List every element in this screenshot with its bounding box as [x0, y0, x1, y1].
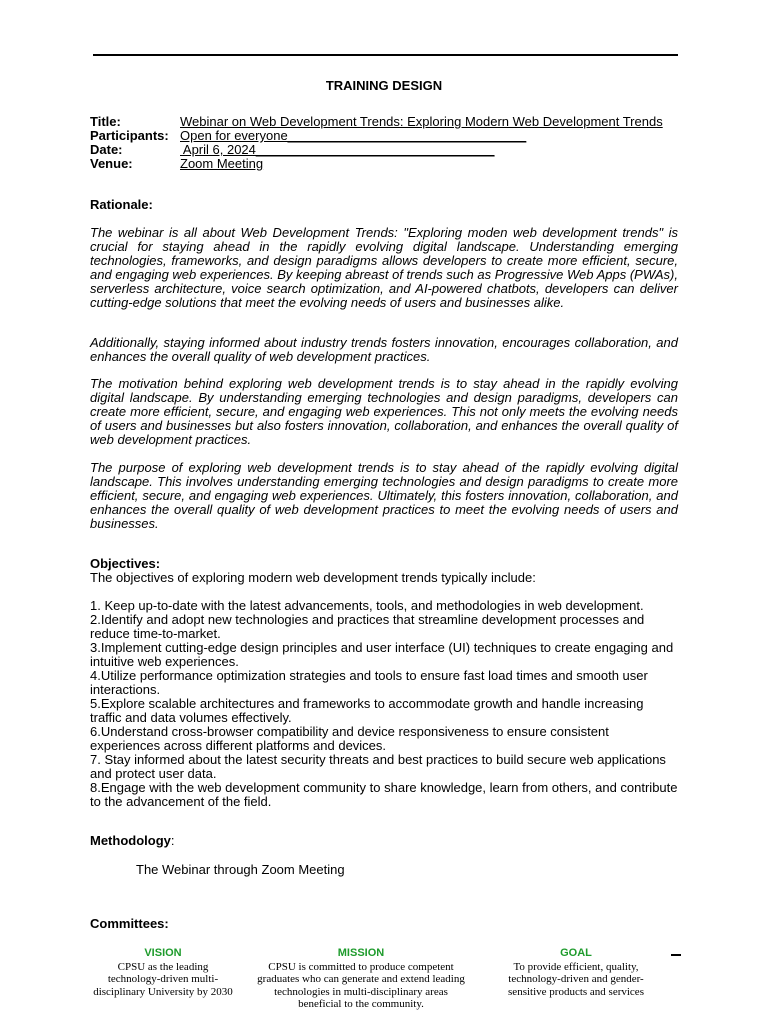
rationale-heading [90, 198, 678, 212]
goal-title: GOAL [560, 947, 592, 959]
section-heading: Committees: [90, 916, 169, 931]
methodology-heading [90, 834, 678, 848]
rationale-paragraph-3 [90, 377, 678, 447]
vision-text: CPSU as the leading technology-driven multi-disciplinary University by 2030 [93, 960, 233, 998]
mission-title: MISSION [337, 947, 385, 959]
objective-item: 2.Identify and adopt new technologies and practices that streamline development processes and reduce time-to-market. [90, 612, 645, 641]
objectives-section [90, 557, 678, 809]
rationale-paragraph-1 [90, 226, 678, 310]
objective-item: 7. Stay informed about the latest security threats and best practices to build secure web applications and protect user data. [90, 752, 666, 781]
footer [90, 947, 678, 1017]
goal-text: To provide efficient, quality, technology-driven and gender-sensitive products and services [508, 960, 644, 998]
meta-label: Title: [90, 114, 121, 129]
top-rule [93, 54, 678, 56]
meta-row-participants [90, 129, 678, 143]
methodology-colon: : [170, 833, 175, 848]
section-heading: Rationale: [90, 197, 153, 212]
footer-dash [671, 954, 681, 956]
vision-title: VISION [144, 947, 182, 959]
objective-item: 6.Understand cross-browser compatibility and device responsiveness to ensure consistent experiences across different platforms and devices. [90, 724, 609, 753]
document-title: TRAINING DESIGN [325, 78, 443, 93]
objective-item: 8.Engage with the web development community to share knowledge, learn from others, and contribute to the advancement of the field. [90, 780, 678, 809]
rationale-paragraph-2 [90, 336, 678, 364]
meta-value: Webinar on Web Development Trends: Exploring Modern Web Development Trends [180, 114, 663, 129]
footer-goal [490, 947, 662, 998]
meta-label: Venue: [90, 156, 133, 171]
meta-row-date [90, 143, 678, 157]
objective-item: 4.Utilize performance optimization strategies and tools to ensure fast load times and smooth user interactions. [90, 668, 648, 697]
paragraph: The motivation behind exploring web development trends is to stay ahead in the rapidly evolving digital landscape. By understanding emerging technologies and design paradigms, developers can create more efficient, secure, and engaging web experiences. This not only meets the evolving needs of users and businesses but also fosters innovation, collaboration, and enhances the overall quality of web development practices. [90, 376, 678, 447]
meta-row-venue [90, 157, 678, 171]
rationale-paragraph-4 [90, 461, 678, 531]
paragraph: The webinar is all about Web Development Trends: "Exploring moden web development trends" is crucial for staying ahead in the rapidly evolving digital landscape. Understanding emerging technologies, frameworks, and design paradigms allows developers to create more efficient, secure, and engaging web experiences. By keeping abreast of trends such as Progressive Web Apps (PWAs), serverless architecture, voice search optimization, and AI-powered chatbots, developers can deliver cutting-edge solutions that meet the evolving needs of users and businesses alike. [90, 225, 678, 310]
objective-item: 1. Keep up-to-date with the latest advancements, tools, and methodologies in web development. [90, 598, 644, 613]
objective-item: 3.Implement cutting-edge design principles and user interface (UI) techniques to create engaging and intuitive web experiences. [90, 640, 674, 669]
paragraph: Additionally, staying informed about industry trends fosters innovation, encourages collaboration, and enhances the overall quality of web development practices. [90, 335, 678, 364]
footer-mission [252, 947, 470, 1011]
meta-block [90, 115, 678, 171]
mission-text: CPSU is committed to produce competent graduates who can generate and extend leading technologies in multi-disciplinary areas beneficial to the community. [257, 960, 465, 1010]
section-heading: Objectives: [90, 556, 161, 571]
meta-value: April 6, 2024_________________________________ [180, 142, 495, 157]
objective-item: 5.Explore scalable architectures and frameworks to accommodate growth and handle increasing traffic and data volumes effectively. [90, 696, 644, 725]
meta-row-title [90, 115, 678, 129]
meta-label: Date: [90, 142, 123, 157]
objectives-intro: The objectives of exploring modern web development trends typically include: [90, 570, 536, 585]
paragraph: The purpose of exploring web development trends is to stay ahead of the rapidly evolving digital landscape. This involves understanding emerging technologies and design paradigms to create more efficient, secure, and engaging web experiences. Ultimately, this fosters innovation, collaboration, and enhances the overall quality of web development practices to meet the evolving needs of users and businesses. [90, 460, 678, 531]
section-heading: Methodology [90, 833, 171, 848]
committees-heading [90, 917, 678, 931]
meta-label: Participants: [90, 128, 169, 143]
methodology-text: The Webinar through Zoom Meeting [136, 862, 345, 877]
meta-value: Zoom Meeting [180, 156, 264, 171]
footer-vision [90, 947, 236, 998]
meta-value: Open for everyone_________________________________ [180, 128, 527, 143]
